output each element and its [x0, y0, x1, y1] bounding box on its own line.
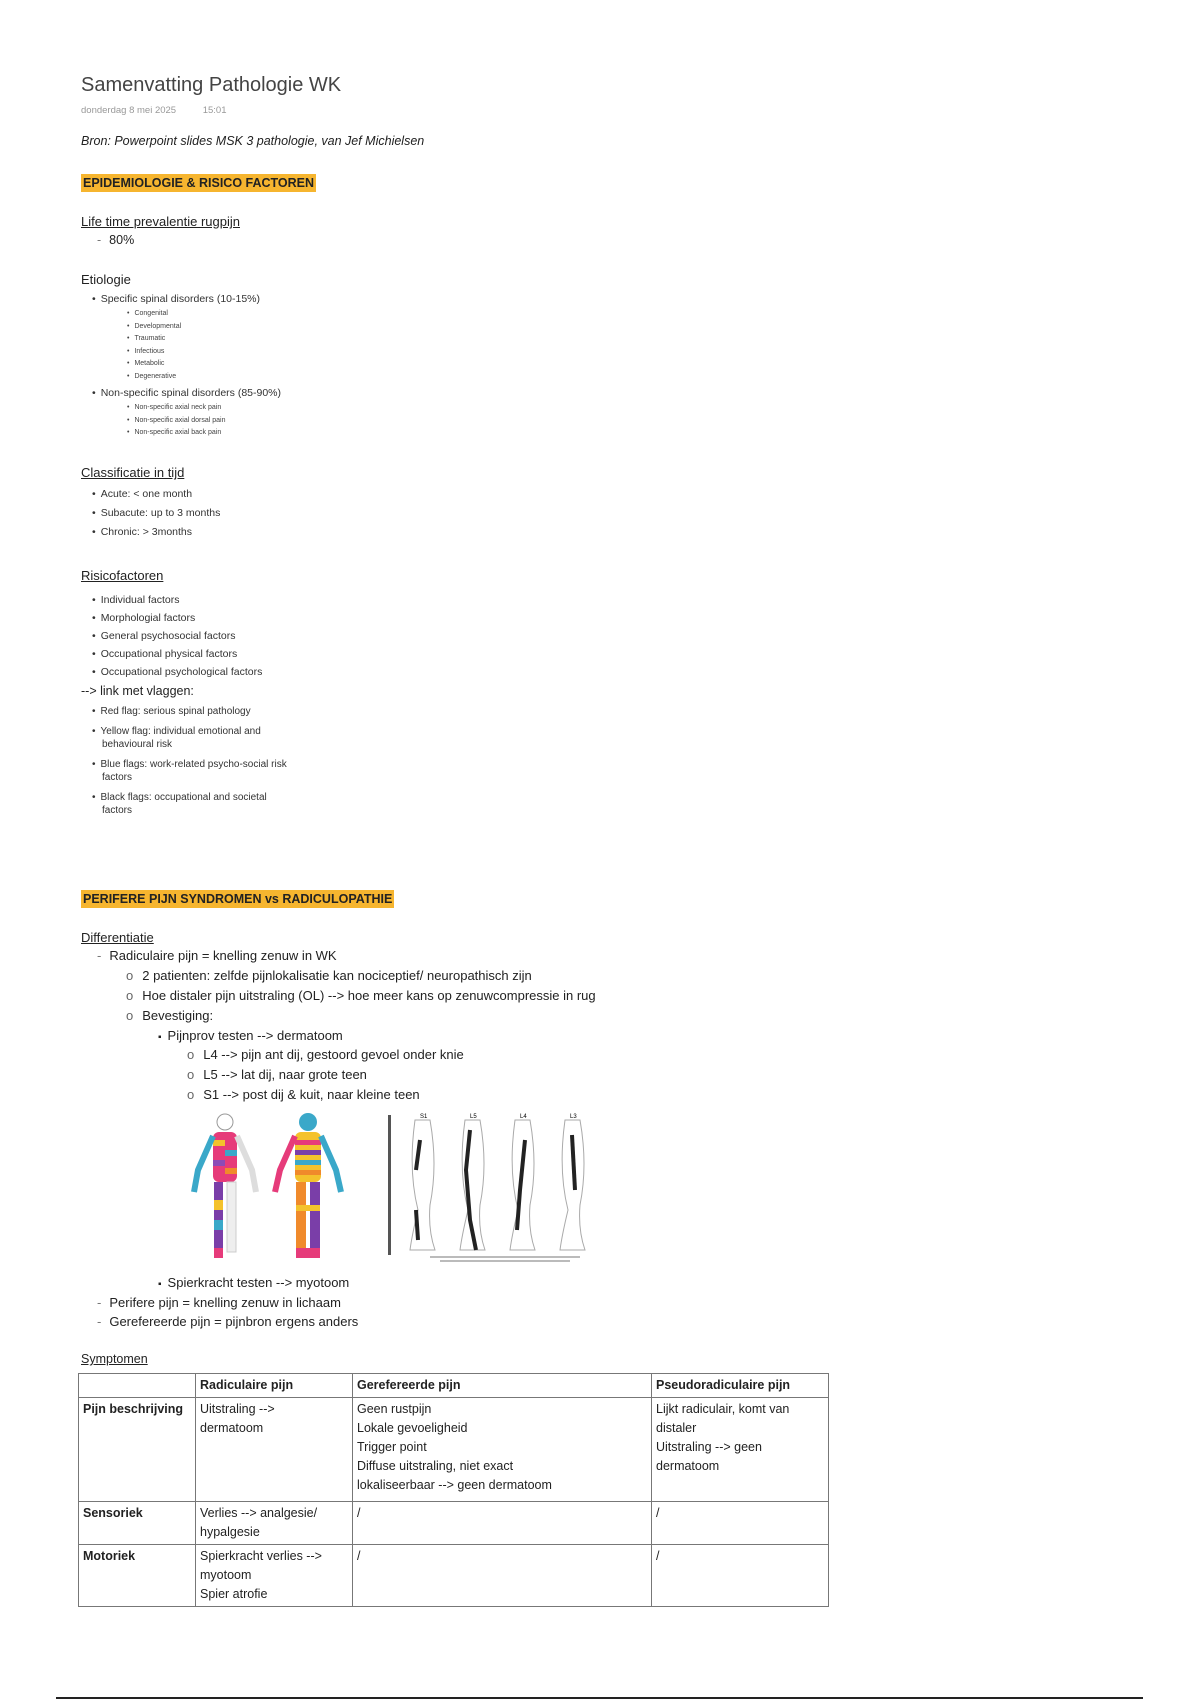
leg-l4 [510, 1114, 535, 1250]
risico-item: • Individual factors [92, 591, 262, 609]
svg-text:L5: L5 [470, 1114, 477, 1120]
etiologie-list [92, 290, 260, 309]
risico-item: • Morphologial factors [92, 609, 262, 627]
classificatie-item: • Acute: < one month [92, 485, 220, 504]
table-row [79, 1545, 829, 1607]
nonspecific-item: • Non-specific axial dorsal pain [127, 415, 226, 428]
flag-black: • Black flags: occupational and societal factors [92, 791, 287, 817]
table-row [79, 1398, 829, 1502]
svg-text:L3: L3 [570, 1114, 577, 1120]
svg-text:S1: S1 [420, 1114, 428, 1120]
specific-item: • Degenerative [127, 371, 181, 384]
specific-item: • Infectious [127, 346, 181, 359]
table-cell: Verlies --> analgesie/ hypalgesie [196, 1502, 353, 1545]
flags-list [92, 705, 287, 817]
nonspecific-item: • Non-specific axial neck pain [127, 402, 226, 415]
table-header-row [79, 1374, 829, 1398]
risico-item: • General psychosocial factors [92, 627, 262, 645]
risico-heading: Risicofactoren [81, 568, 164, 583]
table-cell: / [353, 1502, 652, 1545]
etiologie-specific: • Specific spinal disorders (10-15%) [92, 290, 260, 309]
level-item-l5: o L5 --> lat dij, naar grote teen [187, 1067, 367, 1082]
sub-item-2: o Hoe distaler pijn uitstraling (OL) --> hoe meer kans op zenuwcompressie in rug [126, 988, 596, 1003]
svg-text:L4: L4 [520, 1114, 527, 1120]
radiculair-item: - Radiculaire pijn = knelling zenuw in WK [97, 948, 337, 963]
page-title: Samenvatting Pathologie WK [81, 74, 342, 96]
leg-s1 [410, 1114, 435, 1250]
table-cell: Spierkracht verlies --> myotoom Spier atrofie [196, 1545, 353, 1607]
dermatome-illustration [180, 1110, 620, 1265]
row-label: Sensoriek [79, 1502, 196, 1545]
flag-yellow: • Yellow flag: individual emotional and behavioural risk [92, 725, 287, 751]
classificatie-item: • Chronic: > 3months [92, 523, 220, 542]
lifetime-value: 80% [109, 233, 135, 247]
risico-item: • Occupational psychological factors [92, 663, 262, 681]
page-bottom-rule [56, 1697, 1143, 1699]
table-row [79, 1502, 829, 1545]
table-header-cell: Pseudoradiculaire pijn [652, 1374, 829, 1398]
dermatome-body-front [194, 1114, 256, 1258]
page-meta [81, 105, 251, 116]
flag-blue: • Blue flags: work-related psycho-social risk factors [92, 758, 287, 784]
specific-list [127, 308, 181, 383]
sub-item-3: o Bevestiging: [126, 1008, 213, 1023]
classificatie-heading: Classificatie in tijd [81, 465, 185, 480]
table-cell: / [353, 1545, 652, 1607]
symptomen-heading: Symptomen [81, 1352, 148, 1366]
level-item-l4: o L4 --> pijn ant dij, gestoord gevoel onder knie [187, 1047, 464, 1062]
perifere-item: - Perifere pijn = knelling zenuw in lichaam [97, 1295, 341, 1310]
row-label: Motoriek [79, 1545, 196, 1607]
leg-l3 [560, 1114, 585, 1250]
specific-item: • Developmental [127, 321, 181, 334]
specific-item: • Metabolic [127, 358, 181, 371]
table-cell: Uitstraling --> dermatoom [196, 1398, 353, 1502]
flag-red: • Red flag: serious spinal pathology [92, 705, 287, 718]
section-heading-epidemiologie: EPIDEMIOLOGIE & RISICO FACTOREN [83, 176, 315, 190]
etiologie-nonspecific: • Non-specific spinal disorders (85-90%) [92, 384, 281, 403]
section-heading-perifere: PERIFERE PIJN SYNDROMEN vs RADICULOPATHIE [83, 892, 393, 906]
symptomen-table [78, 1373, 829, 1607]
spierkracht-item: ▪ Spierkracht testen --> myotoom [158, 1275, 349, 1290]
table-cell: Lijkt radiculair, komt van distaler Uitstraling --> geen dermatoom [652, 1398, 829, 1502]
etiologie-list-2 [92, 384, 281, 403]
table-cell: / [652, 1545, 829, 1607]
page-time: 15:01 [202, 105, 227, 116]
nonspecific-list [127, 402, 226, 440]
leg-l5 [460, 1114, 485, 1250]
leg-dermatome-panels [410, 1114, 585, 1262]
dermatome-body-back [275, 1113, 341, 1258]
pijnprov-item: ▪ Pijnprov testen --> dermatoom [158, 1028, 343, 1043]
classificatie-list [92, 485, 220, 542]
lifetime-heading: Life time prevalentie rugpijn [81, 214, 240, 229]
specific-item: • Traumatic [127, 333, 181, 346]
level-item-s1: o S1 --> post dij & kuit, naar kleine teen [187, 1087, 420, 1102]
table-header-cell: Gerefereerde pijn [353, 1374, 652, 1398]
risico-item: • Occupational physical factors [92, 645, 262, 663]
nonspecific-item: • Non-specific axial back pain [127, 427, 226, 440]
lifetime-value-item [97, 233, 134, 247]
page-date: donderdag 8 mei 2025 [81, 105, 177, 116]
etiologie-heading: Etiologie [81, 272, 131, 287]
table-header-cell: Radiculaire pijn [196, 1374, 353, 1398]
differentiatie-heading: Differentiatie [81, 930, 154, 945]
table-cell: Geen rustpijn Lokale gevoeligheid Trigger point Diffuse uitstraling, niet exact lokaliseerbaar --> geen dermatoom [353, 1398, 652, 1502]
divider-bar [388, 1115, 391, 1255]
sub-item-1: o 2 patienten: zelfde pijnlokalisatie kan nociceptief/ neuropathisch zijn [126, 968, 532, 983]
specific-item: • Congenital [127, 308, 181, 321]
source-line: Bron: Powerpoint slides MSK 3 pathologie, van Jef Michielsen [81, 134, 425, 148]
gerefereerde-item: - Gerefereerde pijn = pijnbron ergens anders [97, 1314, 358, 1329]
classificatie-item: • Subacute: up to 3 months [92, 504, 220, 523]
vlaggen-label: --> link met vlaggen: [81, 684, 194, 698]
table-header-cell [79, 1374, 196, 1398]
table-cell: / [652, 1502, 829, 1545]
risico-list [92, 591, 262, 681]
row-label: Pijn beschrijving [79, 1398, 196, 1502]
